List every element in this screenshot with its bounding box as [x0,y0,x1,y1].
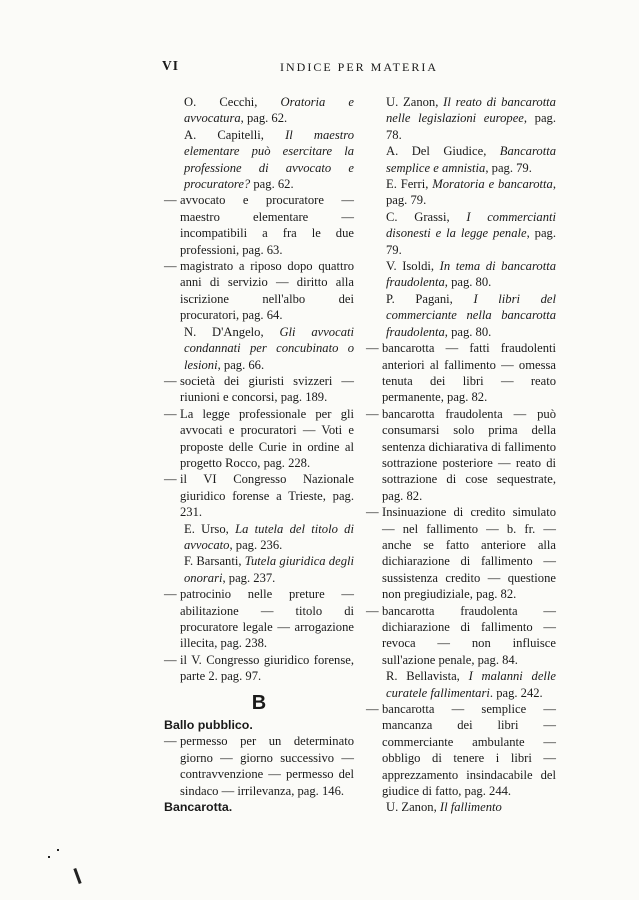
index-entry: V. Isoldi, In tema di bancarotta fraudolenta, pag. 80. [386,259,556,290]
index-entry: P. Pagani, I libri del commerciante nella bancarotta fraudolenta, pag. 80. [386,291,556,339]
index-entry: A. Capitelli, Il maestro elementare può esercitare la professione di avvocato e procuratore? pag. 62. [184,127,355,192]
index-entry: R. Bellavista, I malanni delle curatele fallimentari. pag. 242. [386,669,557,700]
topic-entry: — bancarotta — fatti fraudolenti anteriori al fallimento — omessa tenuta dei libri — reato permanente, pag. 82. [366,340,556,406]
topic-entry: — società dei giuristi svizzeri — riunioni e concorsi, pag. 189. [164,373,354,406]
index-entry: A. Del Giudice, Bancarotta semplice e amnistia, pag. 79. [386,144,556,175]
running-title: INDICE PER MATERIA [280,60,438,74]
scan-mark [57,849,59,851]
index-entry: F. Barsanti, Tutela giuridica degli onorari, pag. 237. [184,554,354,585]
topic-entry: — bancarotta — semplice — mancanza dei libri — commerciante ambulante — obbligo di tenere i libri — apprezzamento insindacabile del giudice di fatto, pag. 244. [366,701,556,799]
subject-heading: Ballo pubblico. [164,718,253,733]
index-entry: E. Ferri, Moratoria e bancarotta, pag. 79. [386,177,556,208]
topic-entry: — La legge professionale per gli avvocati e procuratori — Voti e proposte delle Curie in ordine al progetto Rocco, pag. 228. [164,406,354,472]
topic-entry: — Insinuazione di credito simulato — nel fallimento — b. fr. — anche se fatto anteriore alla dichiarazione di fallimento — sussistenza credito — questione non pregiudiziale, pag. 82. [366,504,556,602]
topic-entry: — il VI Congresso Nazionale giuridico forense a Trieste, pag. 231. [164,471,354,520]
topic-entry: — avvocato e procuratore — maestro elementare — incompatibili a fra le due professioni, pag. 63. [164,192,354,258]
index-entry: C. Grassi, I commercianti disonesti e la legge penale, pag. 79. [386,209,556,257]
topic-entry: — il V. Congresso giuridico forense, parte 2. pag. 97. [164,652,354,685]
index-entry: N. D'Angelo, Gli avvocati condannati per concubinato o lesioni, pag. 66. [184,324,354,372]
topic-entry: — bancarotta fraudolenta — può consumarsi solo prima della sentenza dichiarativa di fallimento sottrazione posteriore — reato di sottrazione di cose sequestrate, pag. 82. [366,406,556,504]
left-column [164,94,354,815]
topic-entry: — patrocinio nelle preture — abilitazione — titolo di procuratore legale — arrogazione illecita, pag. 238. [164,586,354,652]
right-column [366,94,556,816]
topic-entry: — magistrato a riposo dopo quattro anni di servizio — diritto alla iscrizione nell'albo dei procuratori, pag. 64. [164,258,354,324]
topic-entry: — bancarotta fraudolenta — dichiarazione di fallimento — revoca — non influisce sull'azione penale, pag. 84. [366,603,556,669]
page-number: VI [162,58,180,73]
scan-mark [73,868,81,884]
topic-entry: — permesso per un determinato giorno — giorno successivo — contravvenzione — permesso del sindaco — irrilevanza, pag. 146. [164,733,354,799]
scan-mark [48,856,50,858]
index-entry: U. Zanon, Il fallimento [386,800,502,815]
index-entry: U. Zanon, Il reato di bancarotta nelle legislazioni europee, pag. 78. [386,95,556,142]
index-entry: E. Urso, La tutela del titolo di avvocato, pag. 236. [184,521,354,552]
subject-heading: Bancarotta. [164,800,233,815]
index-entry: O. Cecchi, Oratoria e avvocatura, pag. 62. [184,95,354,126]
section-letter: B [251,691,267,714]
